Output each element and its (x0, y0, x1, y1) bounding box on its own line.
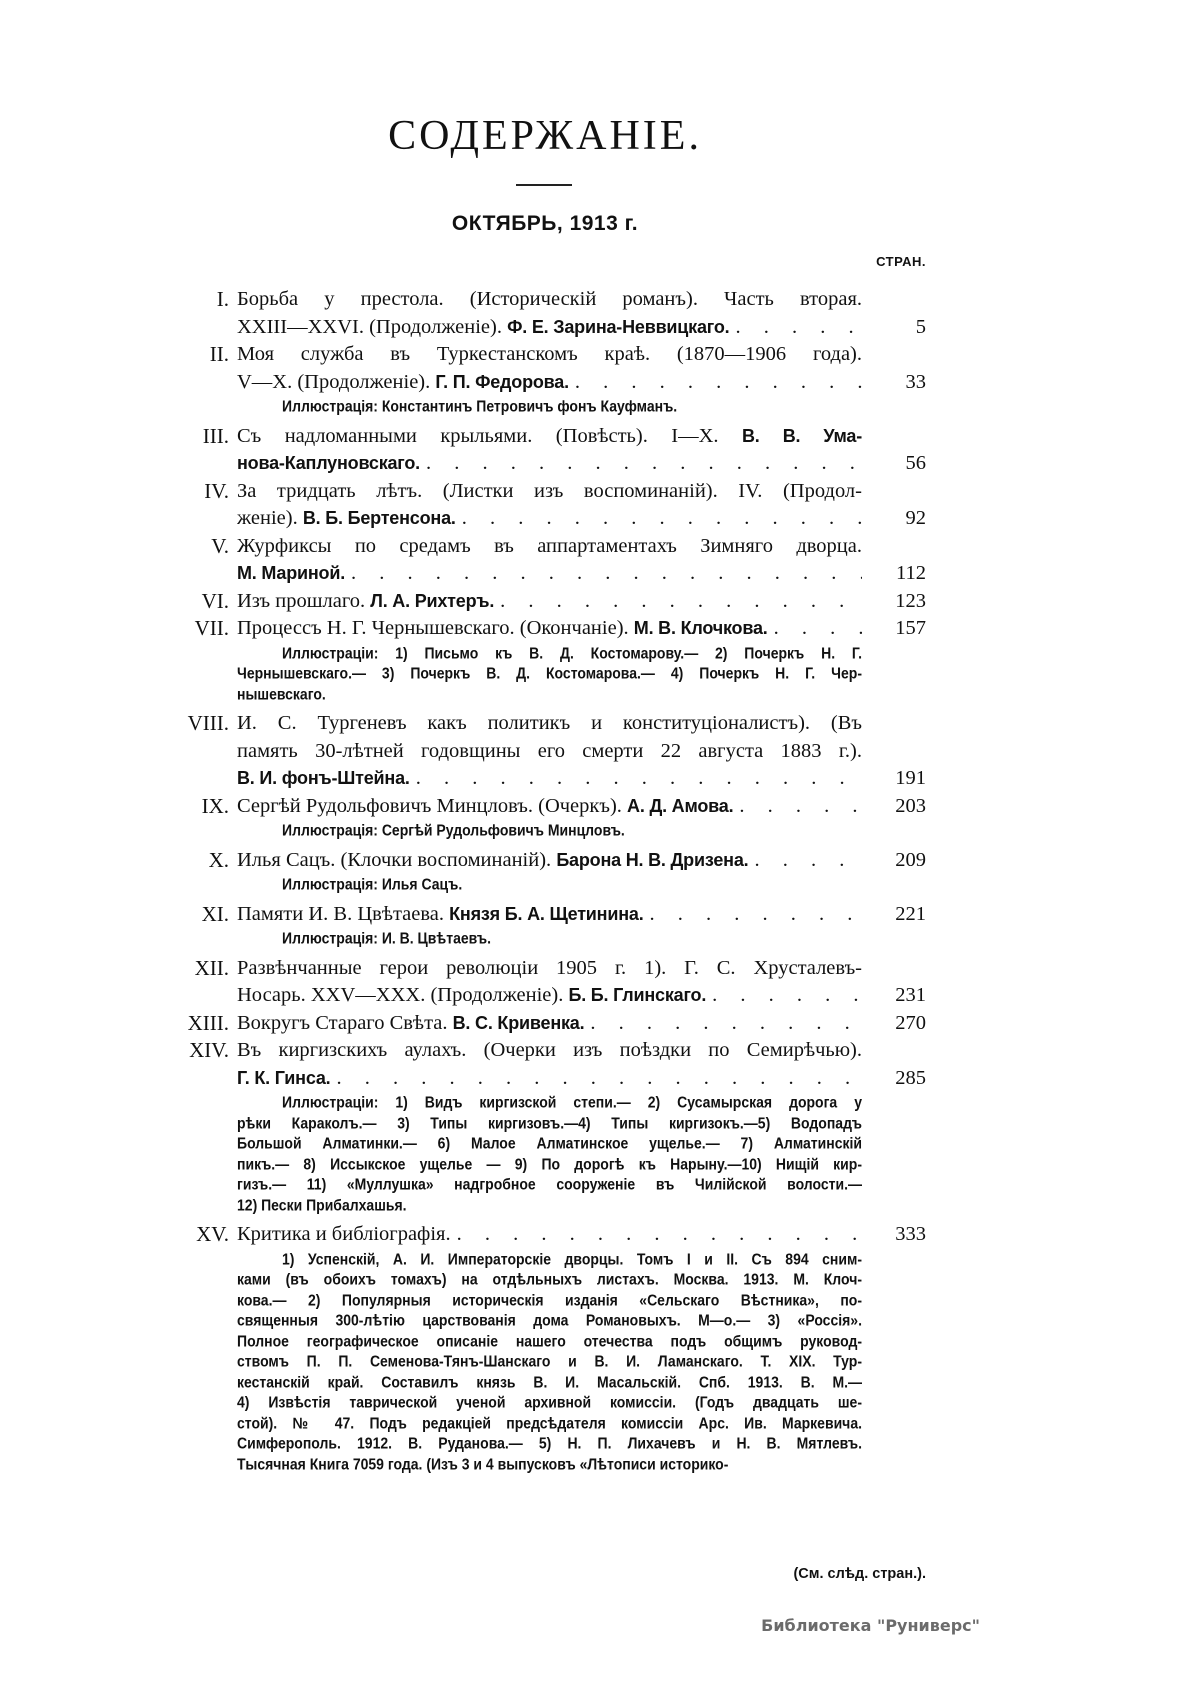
entry-author: Князя Б. А. Щетинина. (449, 903, 644, 924)
toc-entry (150, 423, 926, 478)
page-number: 191 (895, 767, 926, 789)
illustration-notes (237, 643, 862, 705)
dot-leader (584, 1010, 862, 1038)
entry-number: X. (208, 847, 229, 872)
entry-body (237, 478, 862, 533)
page-number: 221 (895, 902, 926, 925)
note-line: рѣки Караколъ.— 3) Типы киргизовъ.—4) Типы киргизокъ.—5) Водопадъ (237, 1113, 862, 1132)
entry-title: Изъ прошлаго. (237, 589, 371, 612)
dot-leader (345, 560, 862, 588)
entry-author: М. Мариной. (237, 563, 346, 583)
entry-number: VIII. (187, 711, 229, 735)
page-number: 5 (915, 315, 926, 338)
dot-leader (410, 765, 862, 793)
entry-number: XIII. (187, 1010, 229, 1035)
toc-entry (150, 533, 926, 588)
entry-title: И. С. Тургеневъ какъ политикъ и конституціоналистъ). (Въ (237, 712, 862, 734)
library-watermark: Библиотека "Руниверс" (761, 1616, 980, 1635)
note-line: Иллюстрація: Илья Сацъ. (282, 875, 463, 893)
entry-number: VI. (201, 588, 229, 613)
entry-line (237, 286, 862, 314)
entry-title: Въ киргизскихъ аулахъ. (Очерки изъ поѣздки по Семирѣчью). (237, 1039, 862, 1061)
entry-body (237, 901, 862, 955)
note-line: Иллюстрація: Сергѣй Рудольфовичъ Минцловъ. (282, 821, 625, 839)
illustration-notes (237, 928, 862, 949)
entry-line (237, 982, 862, 1010)
toc-entry (150, 793, 926, 847)
note-line: Симферополь. 1912. В. Руданова.— 5) Н. П. Лихачевъ и Н. В. Мятлевъ. (237, 1434, 862, 1452)
entry-title: Памяти И. В. Цвѣтаева. (237, 902, 450, 925)
entry-line (237, 710, 862, 738)
entry-title: Моя служба въ Туркестанскомъ краѣ. (1870—1906 года). (237, 343, 862, 365)
entry-number: XIV. (189, 1038, 229, 1062)
toc-entry (150, 1221, 926, 1480)
entry-line (237, 955, 862, 983)
entry-body (237, 423, 862, 478)
entry-title: память 30-лѣтней годовщины его смерти 22 августа 1883 г.). (237, 739, 862, 762)
dot-leader (569, 369, 862, 397)
entry-line (237, 1037, 862, 1065)
toc-entry (150, 588, 926, 616)
toc-entry (150, 955, 926, 1010)
entry-author: нова-Каплуновскаго. (237, 453, 420, 473)
note-line: 4) Извѣстія таврической ученой архивной комиссіи. (Годъ двадцать ше- (237, 1393, 862, 1411)
toc-entry (150, 341, 926, 423)
illustration-notes (237, 1092, 862, 1215)
entry-body (237, 286, 862, 341)
entry-title: Вокругъ Стараго Свѣта. (237, 1011, 453, 1034)
title-divider (516, 184, 572, 186)
illustration-notes (237, 874, 862, 895)
entry-title: Съ надломанными крыльями. (Повѣсть). I—X. (237, 424, 742, 447)
dot-leader (451, 1221, 862, 1249)
table-of-contents (150, 286, 926, 1480)
entry-line (237, 793, 862, 821)
page-number: 112 (896, 562, 926, 584)
issue-heading: ОКТЯБРЬ, 1913 г. (451, 212, 639, 235)
entry-line (237, 450, 862, 478)
entry-title: Носарь. XXV—XXX. (Продолженіе). (237, 984, 569, 1006)
entry-number: I. (216, 287, 229, 311)
entry-line (237, 423, 862, 451)
entry-title: XXIII—XXVI. (Продолженіе). (237, 315, 508, 338)
entry-body (237, 710, 862, 793)
page-number: 157 (895, 617, 926, 639)
dot-leader (768, 615, 862, 643)
entry-author: А. Д. Амова. (627, 795, 734, 816)
note-line: стой). № 47. Подъ редакціей предсѣдателя комиссіи Арс. Ив. Маркевича. (237, 1413, 862, 1432)
illustration-notes (237, 820, 862, 841)
note-line: кестанскій край. Составилъ князь В. И. Масальскій. Спб. 1913. В. М.— (237, 1372, 862, 1391)
entry-author: В. И. фонъ-Штейна. (237, 768, 410, 788)
note-line: гизъ.— 11) «Муллушка» надгробное сооруженіе въ Чилійской волости.— (237, 1175, 862, 1193)
entry-line (237, 314, 862, 342)
page-number: 270 (895, 1011, 926, 1034)
entry-title: V—X. (Продолженіе). (237, 370, 436, 393)
entry-line (237, 1221, 862, 1249)
entry-line (237, 478, 862, 506)
note-line: ками (въ обоихъ томахъ) на отдѣльныхъ листахъ. Москва. 1913. М. Клоч- (237, 1270, 862, 1288)
note-line: нышевскаго. (237, 684, 326, 703)
entry-number: VII. (194, 616, 229, 640)
entry-line (237, 901, 862, 929)
toc-entry (150, 1010, 926, 1038)
entry-author: В. С. Кривенка. (452, 1012, 585, 1033)
page-title: СОДЕРЖАНІЕ. (388, 113, 702, 159)
entry-line (237, 505, 862, 533)
entry-title: женіе). (237, 507, 303, 529)
entry-title: Процессъ Н. Г. Чернышевскаго. (Окончаніе). (237, 617, 634, 639)
entry-number: III. (202, 423, 229, 448)
entry-line (237, 765, 862, 793)
entry-line (237, 847, 862, 875)
page-number: 285 (895, 1066, 926, 1089)
entry-body (237, 955, 862, 1010)
note-line: Тысячная Книга 7059 года. (Изъ 3 и 4 выпусковъ «Лѣтописи историко- (237, 1454, 729, 1473)
entry-author: В. В. Ума- (741, 425, 862, 446)
entry-line (237, 533, 862, 561)
dot-leader (330, 1065, 862, 1093)
page-number: 56 (905, 452, 926, 474)
note-line: Полное географическое описаніе нашего отечества подъ общимъ руковод- (237, 1331, 862, 1350)
illustration-notes (237, 396, 862, 417)
note-line: кова.— 2) Популярныя историческія изданія «Сельскаго Вѣстника», по- (237, 1290, 862, 1309)
entry-number: IV. (204, 478, 229, 503)
entry-line (237, 588, 862, 616)
page-number: 33 (905, 370, 926, 393)
entry-author: Барона Н. В. Дризена. (556, 849, 749, 870)
entry-number: II. (209, 342, 229, 366)
note-line: священныя 300-лѣтію царствованія дома Романовыхъ. М—о.— 3) «Россія». (237, 1311, 862, 1329)
entry-number: V. (211, 533, 229, 558)
entry-line (237, 560, 862, 588)
page-number: 203 (895, 794, 926, 817)
toc-entry (150, 478, 926, 533)
entry-title: Развѣнчанные герои революціи 1905 г. 1). Г. С. Хрусталевъ- (237, 956, 862, 979)
entry-title: Илья Сацъ. (Клочки воспоминаній). (237, 848, 557, 871)
page-number: 231 (895, 984, 926, 1006)
entry-author: Л. А. Рихтеръ. (370, 590, 495, 611)
continued-note: (См. слѣд. стран.). (793, 1566, 926, 1582)
dot-leader (733, 793, 862, 821)
entry-title: За тридцать лѣтъ. (Листки изъ воспоминаній). IV. (Продол- (237, 479, 862, 502)
entry-line (237, 1010, 862, 1038)
entry-body (237, 1221, 862, 1480)
entry-body (237, 847, 862, 901)
illustration-notes (237, 1249, 862, 1475)
entry-body (237, 341, 862, 423)
toc-entry (150, 901, 926, 955)
entry-author: Г. К. Гинса. (237, 1067, 331, 1088)
entry-title: Критика и библіографія. (237, 1223, 451, 1245)
entry-body (237, 1037, 862, 1221)
page-number: 123 (895, 589, 926, 612)
entry-body (237, 533, 862, 588)
entry-author: В. Б. Бертенсона. (302, 508, 456, 528)
entry-number: XII. (194, 955, 229, 980)
entry-line (237, 738, 862, 766)
note-line: Иллюстрація: И. В. Цвѣтаевъ. (282, 929, 492, 947)
entry-line (237, 369, 862, 397)
entry-title: Журфиксы по средамъ въ аппартаментахъ Зимняго дворца. (237, 534, 862, 557)
entry-body (237, 1010, 862, 1038)
entry-number: XI. (201, 901, 229, 926)
entry-number: XV. (196, 1222, 229, 1246)
pages-column-header: СТРАН. (876, 254, 926, 269)
note-line: Иллюстрація: Константинъ Петровичъ фонъ Кауфманъ. (282, 397, 678, 415)
dot-leader (494, 588, 862, 616)
note-line: Иллюстраціи: 1) Видъ киргизской степи.— 2) Сусамырская дорога у (282, 1093, 862, 1111)
dot-leader (729, 314, 862, 342)
entry-author: Г. П. Федорова. (435, 371, 569, 392)
entry-author: Ф. Е. Зарина-Неввицкаго. (507, 316, 730, 337)
note-line: Большой Алматинки.— 6) Малое Алматинское ущелье.— 7) Алматинскій (237, 1134, 862, 1152)
page-number: 92 (905, 507, 926, 529)
toc-entry (150, 710, 926, 793)
toc-entry (150, 286, 926, 341)
entry-number: IX. (201, 793, 229, 818)
entry-author: Б. Б. Глинскаго. (568, 985, 707, 1005)
dot-leader (420, 450, 862, 478)
note-line: ствомъ П. П. Семенова-Тянъ-Шанскаго и В. И. Ламанскаго. Т. XIX. Тур- (237, 1352, 862, 1370)
entry-author: М. В. Клочкова. (633, 618, 768, 638)
entry-line (237, 341, 862, 369)
dot-leader (706, 982, 862, 1010)
note-line: пикъ.— 8) Иссыкское ущелье — 9) По дорогѣ къ Нарыну.—10) Нищій кир- (237, 1154, 862, 1173)
page-number: 333 (895, 1223, 926, 1245)
dot-leader (456, 505, 862, 533)
note-line: Чернышевскаго.— 3) Почеркъ В. Д. Костомарова.— 4) Почеркъ Н. Г. Чер- (237, 664, 862, 682)
entry-title: Борьба у престола. (Историческій романъ). Часть вторая. (237, 288, 862, 310)
toc-entry (150, 615, 926, 710)
page-number: 209 (895, 848, 926, 871)
entry-line (237, 1065, 862, 1093)
entry-title: Сергѣй Рудольфовичъ Минцловъ. (Очеркъ). (237, 794, 628, 817)
note-line: 1) Успенскій, А. И. Императорскіе дворцы. Томъ I и II. Съ 894 сним- (282, 1249, 862, 1268)
dot-leader (644, 901, 863, 929)
entry-body (237, 615, 862, 710)
dot-leader (748, 847, 862, 875)
entry-line (237, 615, 862, 643)
entry-body (237, 588, 862, 616)
note-line: Иллюстраціи: 1) Письмо къ В. Д. Костомарову.— 2) Почеркъ Н. Г. (282, 643, 862, 662)
entry-body (237, 793, 862, 847)
note-line: 12) Пески Прибалхашья. (237, 1195, 407, 1214)
toc-entry (150, 847, 926, 901)
toc-entry (150, 1037, 926, 1221)
